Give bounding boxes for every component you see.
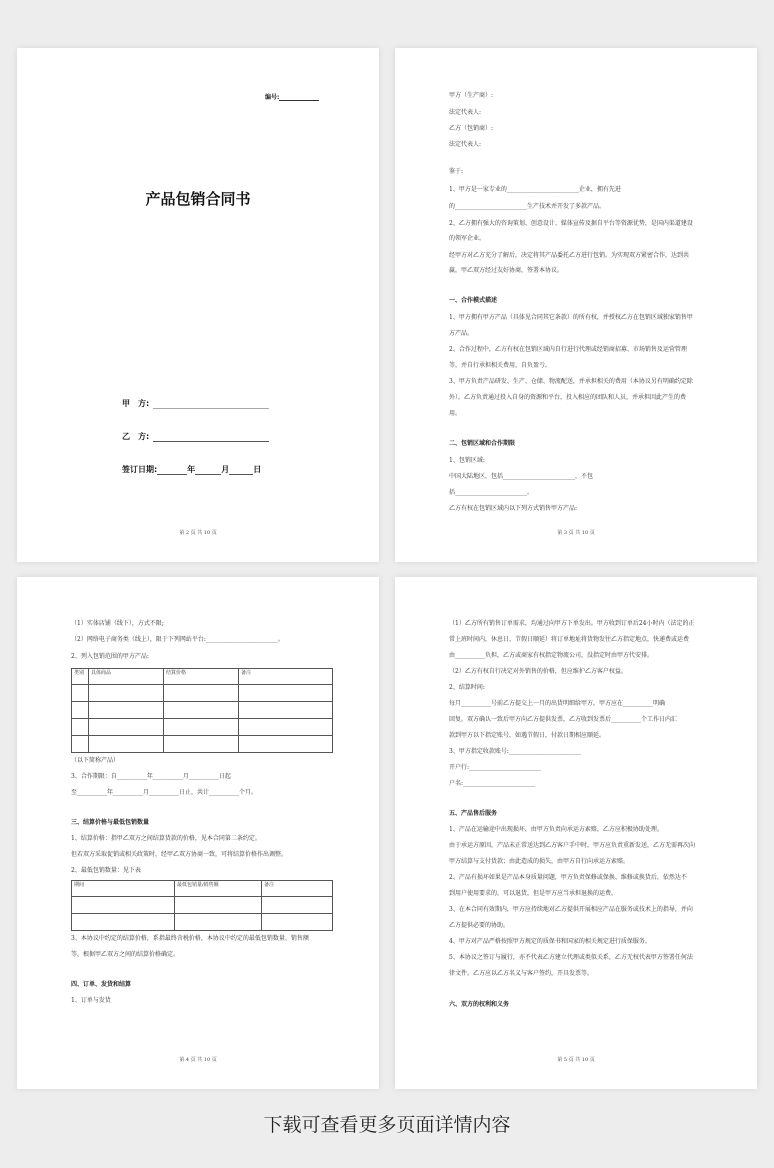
text-line: 3、甲方负责产品研发、生产、仓储、物流配送，并承担相关的费用（本协议另有明确约定除 [449,378,693,385]
text-line: （2）乙方有权自行决定对外销售的价格，但应维护乙方客户权益。 [449,668,627,675]
text-line: 法定代表人: [449,109,482,116]
text-line: 括________________________。 [449,489,534,496]
contract-number [265,92,319,101]
text-line: 由__________负担，乙方或商家有权指定物流公司，没指定时由甲方代安排。 [449,652,654,659]
table-row [72,702,333,719]
party-b-label: 乙 方: [122,432,150,441]
page-footer: 第 2 页 共 10 页 [179,530,217,536]
text-line: 用。 [449,410,462,417]
text-line: 1、包销区域: [449,457,485,464]
text-line: 1、订单与发货 [71,997,111,1004]
text-line: 1、甲方是一家专业的________________________企业，拥有先进 [449,186,621,193]
party-a-label: 甲 方: [122,399,150,408]
text-line: 甲方（生产商）: [449,92,494,99]
table-row [72,685,333,702]
document-page-2 [395,48,757,562]
table-header: 具体商品 [89,669,164,685]
day-blank [229,465,253,475]
text-line: 法定代表人: [449,141,482,148]
section-heading: 二、包销区域和合作期限 [449,440,516,447]
text-line: 的________________________生产技术并开发了多款产品。 [449,203,606,210]
document-page-3 [17,577,379,1089]
month-blank [195,465,221,475]
section-heading: 六、双方的权利和义务 [449,1001,510,1008]
party-a-field [122,398,269,409]
party-a-blank [153,399,269,409]
text-line: 到用户使用要求的，可以退货，但是甲方应当承担退换的运费。 [449,890,618,897]
document-title: 产品包销合同书 [145,190,251,208]
sign-date-label: 签订日期: [122,465,158,474]
text-line: 乙方有权在包销区域内以下列方式销售甲方产品: [449,505,578,512]
contract-number-label: 编号: [265,94,280,101]
text-line: 方产品。 [449,330,474,337]
table-row [72,736,333,753]
text-line: 户名:________________________ [449,780,536,787]
product-table [71,668,333,753]
text-line: 经甲方对乙方充分了解后，决定将其产品委托乙方进行包销。为实现双方紧密合作，达到共 [449,252,690,259]
party-b-field [122,431,269,442]
section-heading: 一、合作模式描述 [449,297,498,304]
download-caption: 下载可查看更多页面详情内容 [263,1114,511,1136]
document-page-4 [395,577,757,1089]
page-footer: 第 5 页 共 10 页 [557,1057,595,1063]
text-line: 等，根据甲乙双方之间的结算价格确定。 [71,951,180,958]
month-label: 月 [221,465,230,474]
page-footer: 第 3 页 共 10 页 [557,530,595,536]
section-heading: 四、订单、发货和结算 [71,981,132,988]
text-line: 2、最低包销数量：见下表 [71,867,141,874]
section-heading: 五、产品售后服务 [449,810,498,817]
table-row [72,914,333,931]
text-line: 等，并自行承担相关费用，自负盈亏。 [449,362,552,369]
text-line: 2、合作过程中，乙方有权在包销区域内自行进行代理或经销商招募、市场销售及运营管理 [449,346,687,353]
document-page-cover [17,48,379,562]
table-row [72,897,333,914]
table-header: 类别 [72,669,89,685]
year-label: 年 [187,465,196,474]
text-line: 外）。乙方负责通过投入自身的资源和平台，投入相应的团队和人员，并承担因此产生的费 [449,394,687,401]
text-line: （2）网络电子商务类（线上），限于下列网站平台:________________________。 [71,636,284,643]
text-line: 4、甲方对产品严格按照甲方规定的质保书和国家的相关规定进行质保服务。 [449,938,651,945]
text-line: （1）乙方所有销售订单需求，均通过向甲方下单发出。甲方收到订单后24小时内（法定的正 [449,620,695,627]
text-line: 至__________年__________月__________日止，共计__________个月。 [71,789,258,796]
text-line: 5、本协议之签订与履行，亦不代表乙方建立代理或类似关系，乙方无权代表甲方签署任何法 [449,954,693,961]
table-header: 备注 [262,881,333,897]
table-header: 备注 [239,669,333,685]
text-line: 2、结算时间: [449,684,485,691]
text-line: （以下简称产品） [71,757,120,764]
text-line: 但若双方采取促销或相关政策时，经甲乙双方协商一致，可将结算价格作出调整。 [71,851,288,858]
text-line: 由于承运方原因，产品未正常送达到乙方客户手中时，甲方应负责重新发送，乙方无需再次向 [449,842,696,849]
text-line: 回复。双方确认一致后甲方向乙方提供发票，乙方收到发票后__________个工作日内汇 [449,716,678,723]
day-label: 日 [253,465,262,474]
text-line: 3、合作期限：自__________年__________月__________日起 [71,773,231,780]
text-line: 乙方（包销商）: [449,125,494,132]
year-blank [157,465,187,475]
table-row [72,719,333,736]
text-line: 律文件。乙方应以乙方名义与客户签约，开具发票等。 [449,970,594,977]
text-line: 中国大陆地区，包括________________________，不包 [449,473,594,480]
text-line: 甲方结算与支付货款；由此造成的损失，由甲方自行向承运方索赔。 [449,858,630,865]
page-footer: 第 4 页 共 10 页 [179,1057,217,1063]
text-line: 赢，甲乙双方经过友好协商，签署本协议。 [449,267,564,274]
table-header: 最低包销量/销售额 [175,881,262,897]
text-line: 开户行:________________________ [449,764,542,771]
text-line: 3、在本合同有效期内，甲方应持续地对乙方提供开展相应产品在服务或技术上的指导，并向 [449,906,693,913]
table-header: 结算价格 [164,669,239,685]
text-line: （1）实体店铺（线下），方式不限; [71,620,164,627]
text-line: 款到甲方以下指定账号，如遇节假日，付款日期相应顺延。 [449,732,606,739]
minimum-volume-table [71,880,333,931]
text-line: 1、产品在运输途中出现损坏，由甲方负责向承运方索赔，乙方应积极协助处理。 [449,826,663,833]
text-line: 2、产品有损坏如果是产品本身质量问题，甲方负责保修或保换、维修或换货后，依然达不 [449,874,687,881]
text-line: 每月__________号前乙方提交上一月的出货明细给甲方，甲方应在__________明确 [449,700,666,707]
text-line: 2、列入包销范围的甲方产品: [71,653,149,660]
text-line: 鉴于: [449,168,464,175]
section-heading: 三、结算价格与最低包销数量 [71,819,150,826]
text-line: 乙方提供必要的协助。 [449,922,510,929]
text-line: 常上班时间内，休息日、节假日顺延）将订单地址将货物发往乙方指定地点，快递费或运费 [449,636,690,643]
text-line: 的领军企业。 [449,235,486,242]
text-line: 3、甲方指定收款账号:________________________ [449,748,581,755]
table-header: 期间 [72,881,175,897]
text-line: 1、结算价格：指甲乙双方之间结算货款的价格，见本合同第二条约定。 [71,835,261,842]
sign-date-field [122,464,261,475]
contract-number-blank [279,93,319,101]
text-line: 2、乙方拥有强大的咨询策划、创意设计、媒体宣传及据自平台等资源优势，是国内渠道建设 [449,220,693,227]
party-b-blank [153,432,269,442]
text-line: 3、本协议中约定的结算价格，系指最终含税价格，本协议中约定的最低包销数量、销售额 [71,935,309,942]
text-line: 1、甲方拥有甲方产品（具体见合同其它条款）的所有权，并授权乙方在包销区域独家销售甲 [449,314,693,321]
